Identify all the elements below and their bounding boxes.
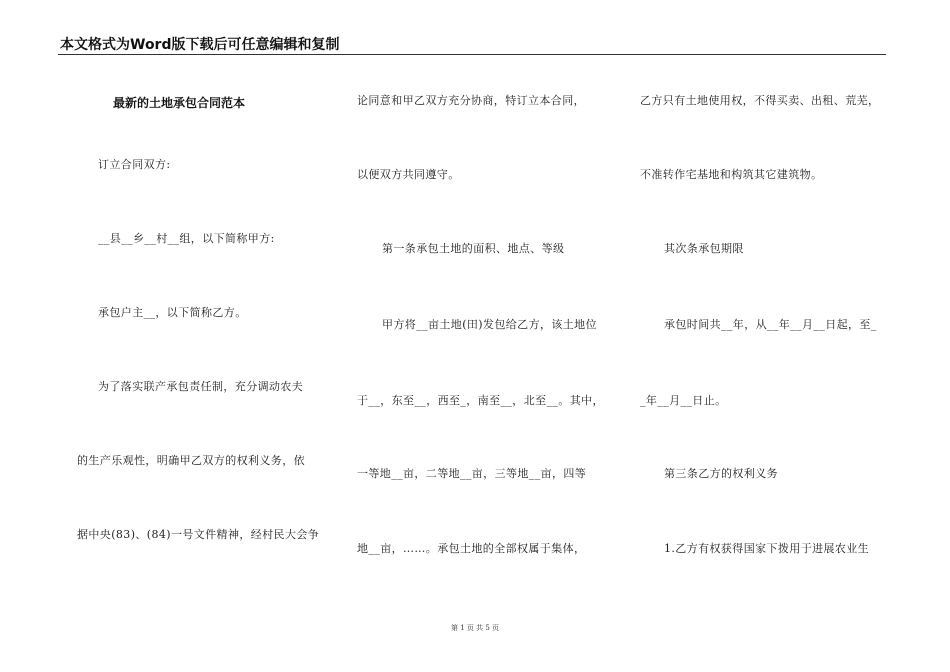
header-divider bbox=[58, 54, 886, 55]
paragraph-line: 承包户主__，以下简称乙方。 bbox=[98, 306, 247, 319]
paragraph-line: 甲方将__亩土地(田)发包给乙方，该土地位 bbox=[382, 318, 597, 331]
paragraph-line: 为了落实联产承包责任制，充分调动农夫 bbox=[98, 380, 304, 393]
paragraph-line: 承包时间共__年，从__年__月__日起，至_ bbox=[664, 318, 877, 331]
paragraph-line: __县__乡__村__组，以下简称甲方: bbox=[98, 232, 275, 245]
paragraph-line: 1.乙方有权获得国家下拨用于进展农业生 bbox=[664, 542, 870, 555]
paragraph-line: 以便双方共同遵守。 bbox=[357, 168, 460, 181]
section-heading: 第一条承包土地的面积、地点、等级 bbox=[382, 242, 565, 255]
paragraph-line: 的生产乐观性，明确甲乙双方的权利义务，依 bbox=[77, 454, 305, 467]
paragraph-line: 一等地__亩，二等地__亩，三等地__亩，四等 bbox=[357, 467, 587, 480]
page-number-footer: 第 1 页 共 5 页 bbox=[450, 624, 500, 632]
paragraph-line: 不准转作宅基地和构筑其它建筑物。 bbox=[640, 168, 823, 181]
paragraph-line: 订立合同双方: bbox=[98, 158, 171, 171]
paragraph-line: 于__，东至__，西至_，南至__，北至__。其中， bbox=[357, 394, 604, 407]
paragraph-line: 乙方只有土地使用权，不得买卖、出租、荒芜， bbox=[640, 94, 880, 107]
paragraph-line: _年__月__日止。 bbox=[640, 394, 727, 407]
document-header-banner: 本文格式为Word版下载后可任意编辑和复制 bbox=[60, 37, 340, 53]
document-title: 最新的土地承包合同范本 bbox=[113, 96, 246, 110]
section-heading: 其次条承包期限 bbox=[664, 242, 744, 255]
paragraph-line: 地__亩，……。承包土地的全部权属于集体， bbox=[357, 542, 586, 555]
paragraph-line: 论同意和甲乙双方充分协商，特订立本合同， bbox=[357, 94, 585, 107]
paragraph-line: 据中央(83)、(84)一号文件精神，经村民大会争 bbox=[77, 528, 320, 541]
section-heading: 第三条乙方的权利义务 bbox=[664, 467, 778, 480]
